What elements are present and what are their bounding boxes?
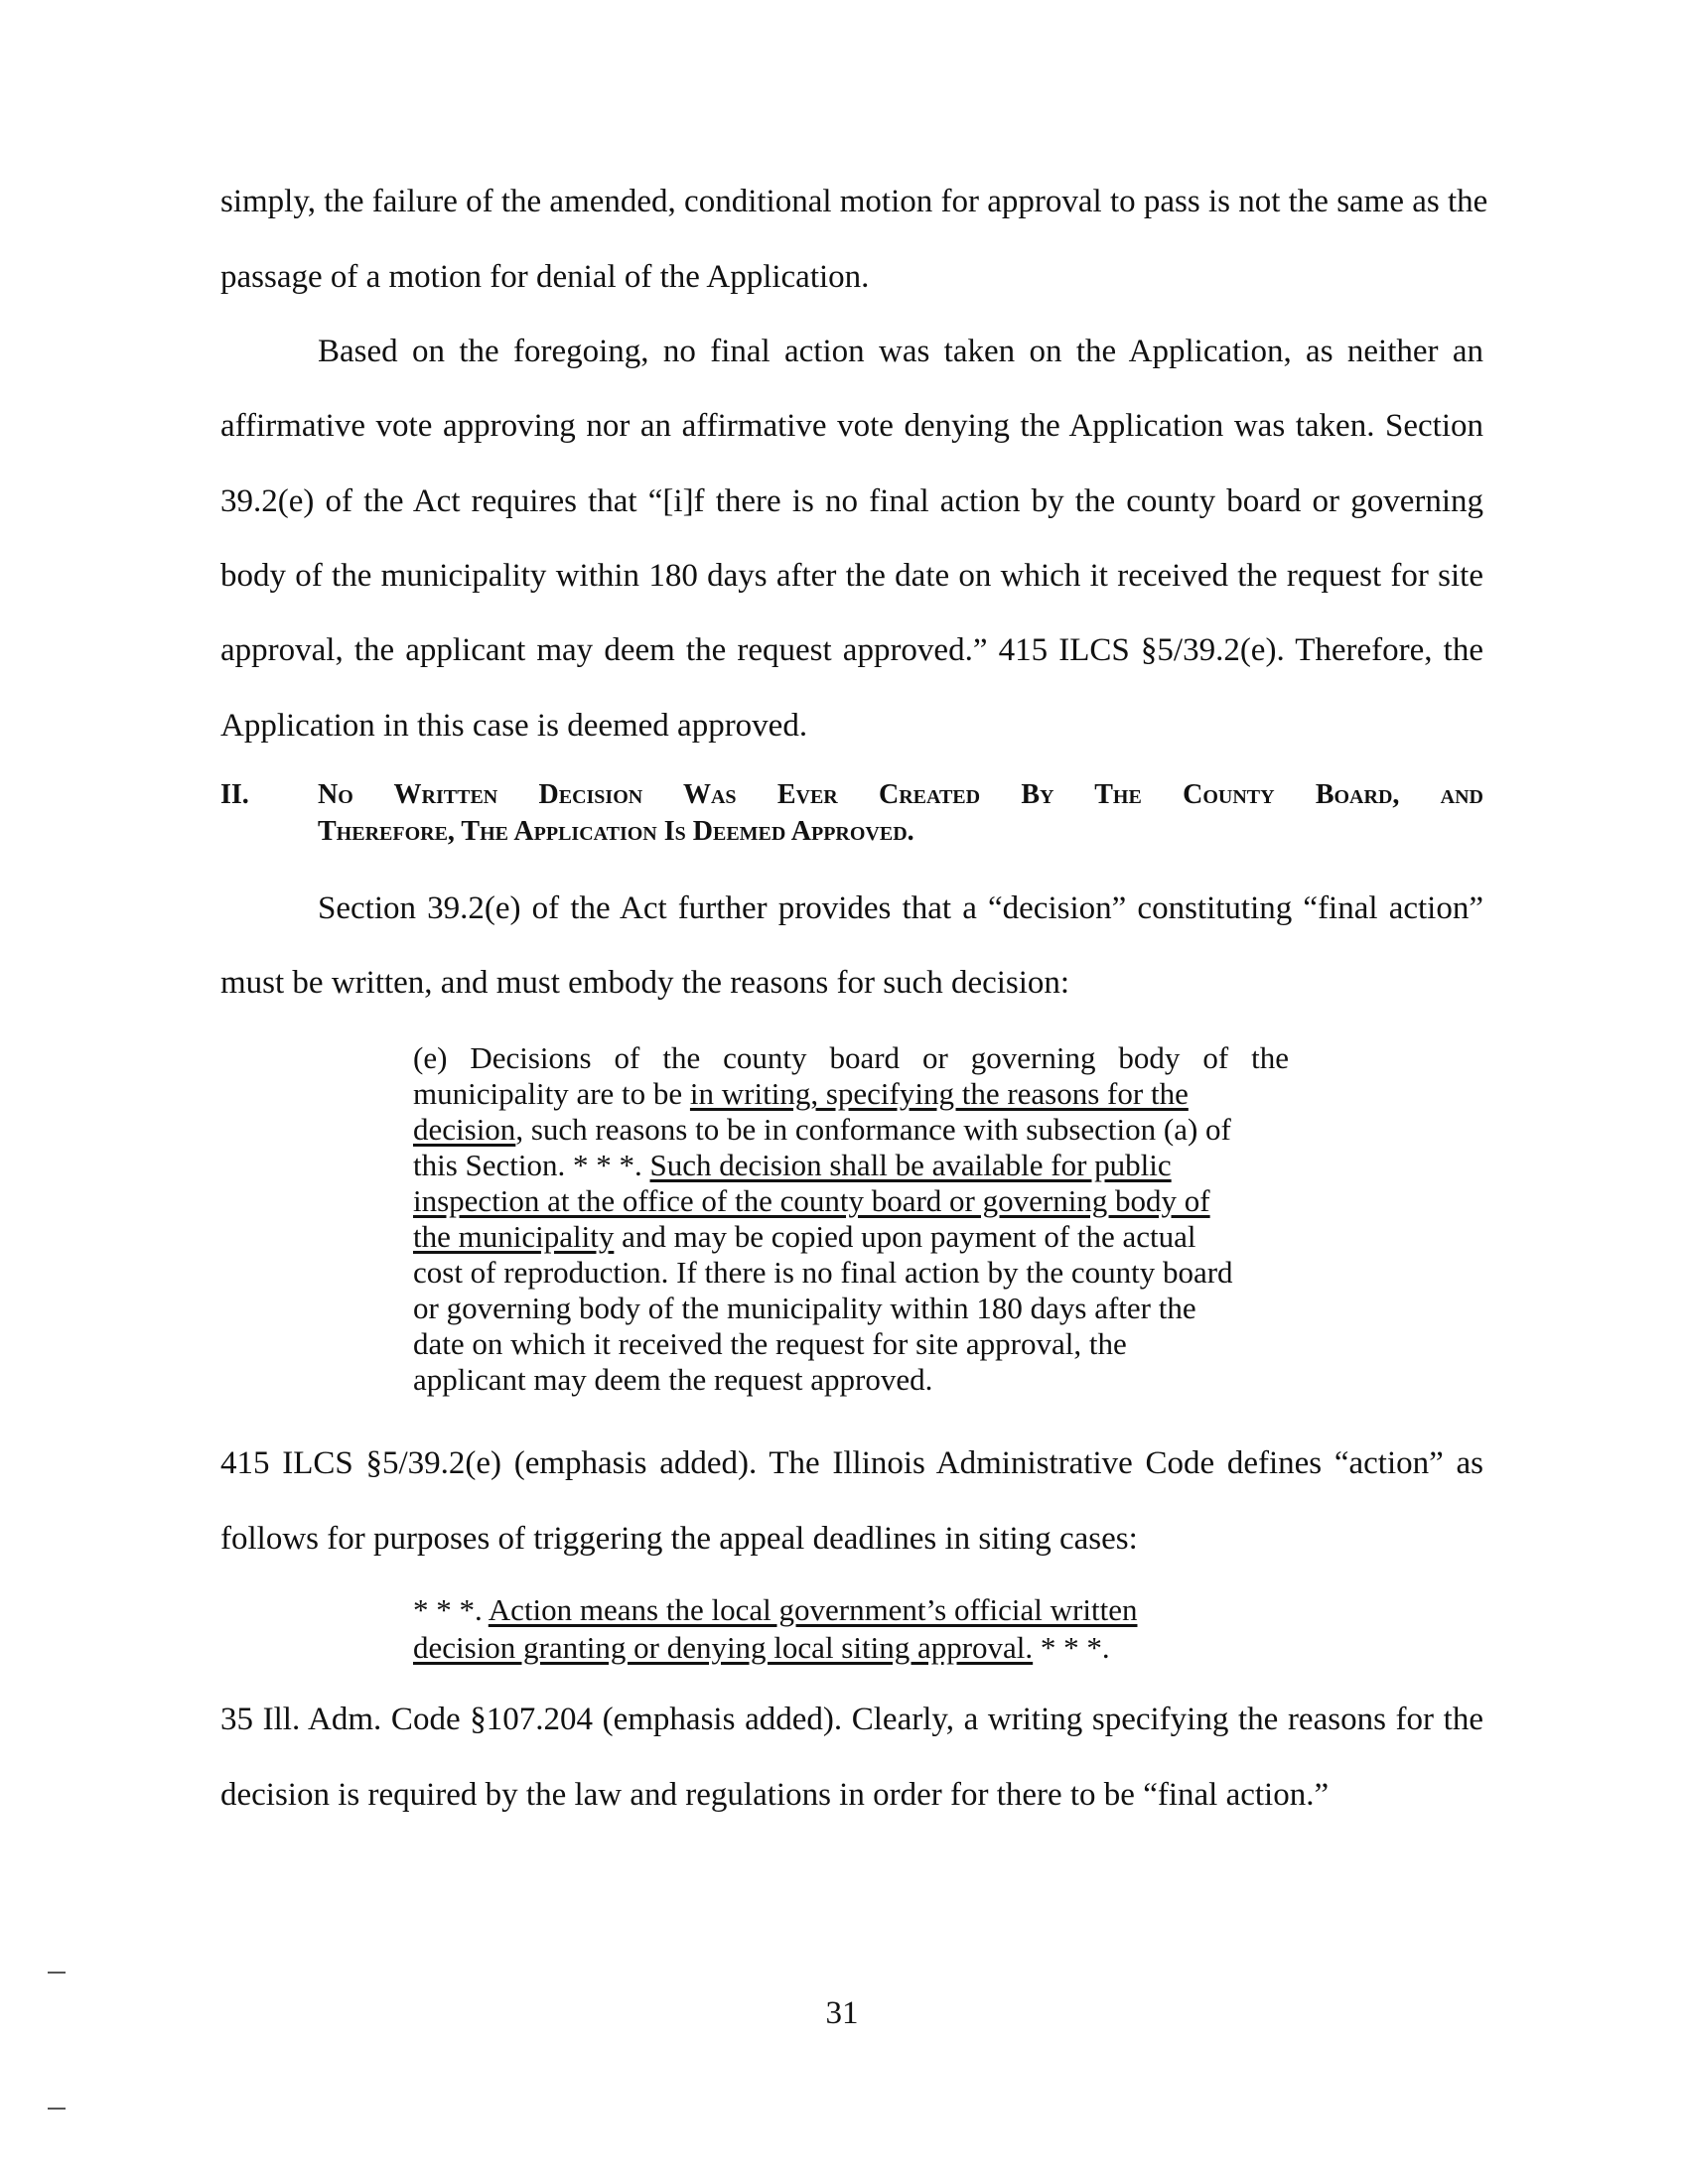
block-quote-1-line-6 — [413, 1219, 1289, 1255]
page-number: 31 — [825, 1995, 859, 2031]
block-quote-1-line-4-text: this Section. * * *. — [413, 1148, 650, 1182]
block-quote-1-emphasis: decision — [413, 1112, 516, 1147]
block-quote-1-line-2-text: municipality are to be — [413, 1076, 690, 1111]
section-heading-line-2: Therefore, The Application Is Deemed Approved. — [318, 816, 914, 847]
block-quote-1-emphasis: Such decision shall be available for public — [649, 1148, 1172, 1182]
scan-mark — [48, 2108, 66, 2110]
block-quote-1-emphasis: the municipality — [413, 1219, 615, 1254]
block-quote-1-line-9: date on which it received the request for site approval, the — [413, 1326, 1127, 1361]
section-heading-number: II. — [220, 779, 249, 810]
block-quote-2-line-2-text: * * *. — [1033, 1630, 1110, 1665]
paragraph-2-line-2: affirmative vote approving nor an affirmative vote denying the Application was taken. Section — [220, 408, 1483, 444]
block-quote-1-line-2 — [413, 1076, 1289, 1112]
block-quote-1-line-1: (e) Decisions of the county board or governing body of the — [413, 1040, 1289, 1075]
paragraph-2-line-5: approval, the applicant may deem the request approved.” 415 ILCS §5/39.2(e). Therefore, the — [220, 632, 1483, 668]
paragraph-1-line-1: simply, the failure of the amended, conditional motion for approval to pass is not the same as the — [220, 184, 1488, 219]
paragraph-3-line-2: must be written, and must embody the reasons for such decision: — [220, 965, 1070, 1001]
scan-mark — [48, 1972, 66, 1974]
block-quote-1-line-7: cost of reproduction. If there is no final action by the county board — [413, 1255, 1233, 1290]
block-quote-1-line-10: applicant may deem the request approved. — [413, 1362, 933, 1397]
paragraph-4-line-2: follows for purposes of triggering the appeal deadlines in siting cases: — [220, 1521, 1138, 1557]
block-quote-2-line-1-text: * * *. — [413, 1592, 489, 1627]
paragraph-4-line-1: 415 ILCS §5/39.2(e) (emphasis added). The Illinois Administrative Code defines “action” as — [220, 1445, 1483, 1481]
block-quote-2-emphasis: decision granting or denying local siting approval. — [413, 1630, 1034, 1665]
paragraph-2-line-3: 39.2(e) of the Act requires that “[i]f there is no final action by the county board or governing — [220, 483, 1483, 519]
paragraph-2-line-4: body of the municipality within 180 days after the date on which it received the request for site — [220, 558, 1483, 594]
block-quote-1-line-3 — [413, 1112, 1289, 1148]
paragraph-5-line-1: 35 Ill. Adm. Code §107.204 (emphasis added). Clearly, a writing specifying the reasons for the — [220, 1702, 1483, 1737]
block-quote-2-emphasis: Action means the local government’s official written — [488, 1592, 1138, 1627]
block-quote-1-line-5 — [413, 1183, 1289, 1219]
paragraph-3-line-1: Section 39.2(e) of the Act further provides that a “decision” constituting “final action” — [318, 890, 1483, 926]
block-quote-1-line-8: or governing body of the municipality within 180 days after the — [413, 1291, 1196, 1325]
block-quote-2-line-1 — [413, 1592, 1289, 1628]
block-quote-1-emphasis: in writing, specifying the reasons for the — [689, 1076, 1189, 1111]
section-heading-line-1: No Written Decision Was Ever Created By The County Board, and — [318, 779, 1483, 810]
block-quote-1-line-4 — [413, 1148, 1289, 1183]
block-quote-2-line-2 — [413, 1630, 1289, 1666]
block-quote-1-emphasis: inspection at the office of the county board or governing body of — [413, 1183, 1210, 1218]
paragraph-1-line-2: passage of a motion for denial of the Application. — [220, 259, 870, 295]
paragraph-2-line-1: Based on the foregoing, no final action was taken on the Application, as neither an — [318, 334, 1483, 369]
paragraph-5-line-2: decision is required by the law and regulations in order for there to be “final action.” — [220, 1777, 1330, 1813]
block-quote-1-line-3-text: , such reasons to be in conformance with subsection (a) of — [515, 1112, 1231, 1147]
block-quote-1-line-6-text: and may be copied upon payment of the actual — [614, 1219, 1196, 1254]
paragraph-2-line-6: Application in this case is deemed approved. — [220, 708, 808, 744]
